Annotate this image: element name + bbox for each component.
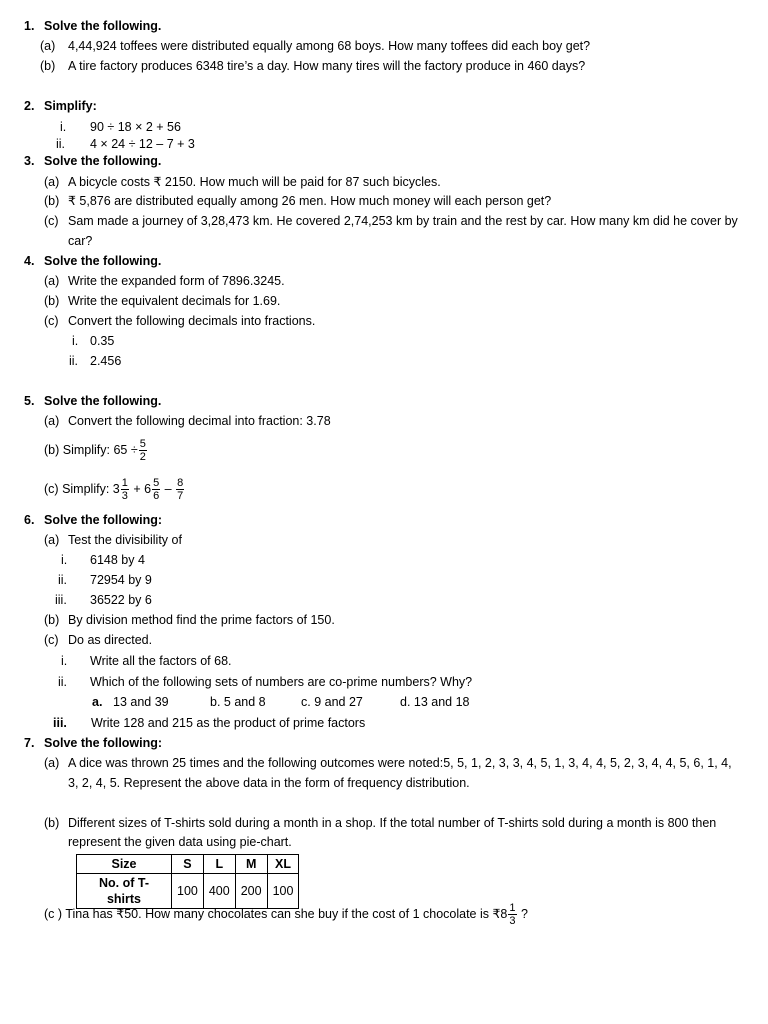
table-cell-s: 100 xyxy=(172,874,204,909)
q5c-plus: + 6 xyxy=(133,482,152,496)
q5b-denominator: 2 xyxy=(139,451,146,464)
q7-title: Solve the following: xyxy=(44,736,163,750)
q6-option-a: 13 and 39 xyxy=(113,695,169,709)
q1a-label: (a) xyxy=(40,39,56,53)
q6aiii-text: 36522 by 6 xyxy=(90,593,152,607)
q5c-fraction-1 xyxy=(121,477,129,502)
q7c-numerator: 1 xyxy=(509,902,516,915)
q5c-f1-denominator: 3 xyxy=(121,490,128,503)
q5a-text: Convert the following decimal into fraction: 3.78 xyxy=(68,414,331,428)
q3a-label: (a) xyxy=(44,175,60,189)
q7c-label: (c ) xyxy=(44,907,63,921)
q6a-label: (a) xyxy=(44,533,60,547)
q6b-text: By division method find the prime factors of 150. xyxy=(68,613,335,627)
q5b-line xyxy=(44,433,148,467)
q6-option-c: c. 9 and 27 xyxy=(301,695,363,709)
q3b-label: (b) xyxy=(44,194,60,208)
q4a-label: (a) xyxy=(44,274,60,288)
q5-title: Solve the following. xyxy=(44,394,162,408)
q3c-text-line1: Sam made a journey of 3,28,473 km. He covered 2,74,253 km by train and the rest by car. How many km did he cover by xyxy=(68,214,738,228)
q5a-label: (a) xyxy=(44,414,60,428)
table-header-xl: XL xyxy=(267,855,299,874)
q5b-fraction xyxy=(139,438,147,463)
q6aii-text: 72954 by 9 xyxy=(90,573,152,587)
q5c-f1-numerator: 1 xyxy=(121,477,128,490)
q6ci-label: i. xyxy=(61,654,68,668)
q1a-text: 4,44,924 toffees were distributed equally among 68 boys. How many toffees did each boy get? xyxy=(68,39,591,53)
q2ii-label: ii. xyxy=(56,137,66,151)
q1b-label: (b) xyxy=(40,59,56,73)
q5b-text: Simplify: 65 ÷ xyxy=(62,443,138,457)
q4c-text: Convert the following decimals into fractions. xyxy=(68,314,316,328)
q7a-text-line2: 3, 2, 4, 5. Represent the above data in the form of frequency distribution. xyxy=(68,776,470,790)
table-row-label: No. of T-shirts xyxy=(77,874,172,909)
q1-title: Solve the following. xyxy=(44,19,162,33)
q6c-text: Do as directed. xyxy=(68,633,153,647)
q6-option-b: b. 5 and 8 xyxy=(210,695,266,709)
q7c-fraction xyxy=(508,902,516,927)
q4cii-text: 2.456 xyxy=(90,354,122,368)
q5b-numerator: 5 xyxy=(139,438,146,451)
q5c-f2-numerator: 5 xyxy=(153,477,160,490)
table-header-l: L xyxy=(203,855,235,874)
q4ci-label: i. xyxy=(72,334,79,348)
q1-number: 1. xyxy=(24,19,35,33)
q6ai-label: i. xyxy=(61,553,68,567)
q5c-f3-denominator: 7 xyxy=(177,490,184,503)
q5c-f3-numerator: 8 xyxy=(177,477,184,490)
q7b-text-line2: represent the given data using pie-chart. xyxy=(68,835,292,849)
q2ii-text: 4 × 24 ÷ 12 – 7 + 3 xyxy=(90,137,195,151)
q6ciii-text: Write 128 and 215 as the product of prime factors xyxy=(91,716,366,730)
table-header-s: S xyxy=(172,855,204,874)
q5c-label: (c) xyxy=(44,482,59,496)
q6b-label: (b) xyxy=(44,613,60,627)
q7c-end: ? xyxy=(521,907,528,921)
q6cii-text: Which of the following sets of numbers are co-prime numbers? Why? xyxy=(90,675,473,689)
q3c-label: (c) xyxy=(44,214,59,228)
q5c-fraction-2 xyxy=(152,477,160,502)
q6aiii-label: iii. xyxy=(55,593,67,607)
q5c-line xyxy=(44,472,185,506)
q3b-text: ₹ 5,876 are distributed equally among 26 men. How much money will each person get? xyxy=(68,194,552,208)
q5c-text: Simplify: 3 xyxy=(62,482,120,496)
q7c-line xyxy=(44,897,528,931)
q3-title: Solve the following. xyxy=(44,154,162,168)
q4-title: Solve the following. xyxy=(44,254,162,268)
q7b-label: (b) xyxy=(44,816,60,830)
q6-title: Solve the following: xyxy=(44,513,163,527)
q2i-text: 90 ÷ 18 × 2 + 56 xyxy=(90,120,181,134)
q4-number: 4. xyxy=(24,254,35,268)
q4b-label: (b) xyxy=(44,294,60,308)
q2i-label: i. xyxy=(60,120,67,134)
q7c-text: Tina has ₹50. How many chocolates can she buy if the cost of 1 chocolate is ₹8 xyxy=(65,907,508,921)
table-header-m: M xyxy=(235,855,267,874)
q7c-denominator: 3 xyxy=(509,915,516,928)
q6c-label: (c) xyxy=(44,633,59,647)
q5-number: 5. xyxy=(24,394,35,408)
q3a-text: A bicycle costs ₹ 2150. How much will be paid for 87 such bicycles. xyxy=(68,175,441,189)
q3c-text-line2: car? xyxy=(68,234,93,248)
table-cell-m: 200 xyxy=(235,874,267,909)
q7a-label: (a) xyxy=(44,756,60,770)
q6-option-d: d. 13 and 18 xyxy=(400,695,470,709)
q2-number: 2. xyxy=(24,99,35,113)
q5c-f2-denominator: 6 xyxy=(153,490,160,503)
q6ai-text: 6148 by 4 xyxy=(90,553,145,567)
q4cii-label: ii. xyxy=(69,354,79,368)
q5c-minus: – xyxy=(164,482,172,496)
q7-number: 7. xyxy=(24,736,35,750)
q5b-label: (b) xyxy=(44,443,60,457)
table-header-size: Size xyxy=(77,855,172,874)
q6aii-label: ii. xyxy=(58,573,68,587)
q6a-text: Test the divisibility of xyxy=(68,533,182,547)
q6-number: 6. xyxy=(24,513,35,527)
q5c-fraction-3 xyxy=(176,477,184,502)
q7a-text-line1: A dice was thrown 25 times and the following outcomes were noted:5, 5, 1, 2, 3, 3, 4, 5, 1, 3, 4, 4, 5, 2, 3, 4, 4, 5, 6, 1, 4, xyxy=(68,756,732,770)
q1b-text: A tire factory produces 6348 tire’s a day. How many tires will the factory produce in 460 days? xyxy=(68,59,586,73)
q6ci-text: Write all the factors of 68. xyxy=(90,654,232,668)
table-cell-xl: 100 xyxy=(267,874,299,909)
q3-number: 3. xyxy=(24,154,35,168)
q7b-text-line1: Different sizes of T-shirts sold during a month in a shop. If the total number of T-shirts sold during a month is 800 then xyxy=(68,816,717,830)
q2-title: Simplify: xyxy=(44,99,97,113)
q4a-text: Write the expanded form of 7896.3245. xyxy=(68,274,285,288)
q4ci-text: 0.35 xyxy=(90,334,115,348)
q6cii-label: ii. xyxy=(58,675,68,689)
q4b-text: Write the equivalent decimals for 1.69. xyxy=(68,294,281,308)
table-cell-l: 400 xyxy=(203,874,235,909)
q6-option-a-label: a. xyxy=(92,695,103,709)
q4c-label: (c) xyxy=(44,314,59,328)
table-row xyxy=(77,855,299,874)
q6ciii-label: iii. xyxy=(53,716,67,730)
